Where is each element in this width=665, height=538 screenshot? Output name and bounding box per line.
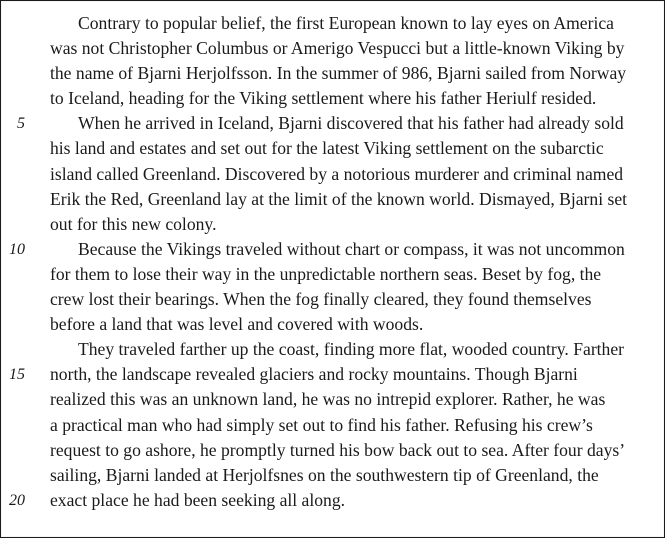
passage-line: to Iceland, heading for the Viking settlement where his father Heriulf resided. (50, 88, 597, 109)
passage-line: north, the landscape revealed glaciers and rocky mountains. Though Bjarni (50, 364, 578, 385)
passage-line: a practical man who had simply set out to find his father. Refusing his crew’s (50, 414, 593, 435)
passage-line: island called Greenland. Discovered by a notorious murderer and criminal named (50, 163, 624, 184)
line-number-15: 15 (9, 366, 25, 384)
passage-line: before a land that was level and covered with woods. (50, 314, 424, 335)
line-number-gutter (1, 11, 45, 523)
line-number-5: 5 (17, 115, 25, 133)
passage-line: request to go ashore, he promptly turned his bow back out to sea. After four days’ (50, 439, 626, 460)
passage-line: his land and estates and set out for the latest Viking settlement on the subarctic (50, 138, 604, 159)
passage-line: sailing, Bjarni landed at Herjolfsnes on the southwestern tip of Greenland, the (50, 464, 599, 485)
passage-line: Erik the Red, Greenland lay at the limit of the known world. Dismayed, Bjarni set (50, 188, 628, 209)
passage-line: realized this was an unknown land, he was no intrepid explorer. Rather, he was (50, 389, 606, 410)
passage-line: crew lost their bearings. When the fog finally cleared, they found themselves (50, 289, 592, 310)
passage-line: exact place he had been seeking all along. (50, 489, 346, 510)
passage-line: the name of Bjarni Herjolfsson. In the summer of 986, Bjarni sailed from Norway (50, 63, 627, 84)
line-number-10: 10 (9, 240, 25, 258)
paragraph-first-line: When he arrived in Iceland, Bjarni discovered that his father had already sold (78, 113, 624, 134)
paragraph-first-line: Contrary to popular belief, the first European known to lay eyes on America (78, 13, 614, 33)
paragraph-first-line: Because the Vikings traveled without chart or compass, it was not uncommon (78, 238, 625, 259)
paragraph-first-line: They traveled farther up the coast, finding more flat, wooded country. Farther (78, 339, 625, 360)
line-number-20: 20 (9, 491, 25, 509)
passage-line: for them to lose their way in the unpredictable northern seas. Beset by fog, the (50, 263, 602, 284)
passage-line: out for this new colony. (50, 213, 217, 234)
passage-text (50, 11, 628, 513)
passage-line: was not Christopher Columbus or Amerigo Vespucci but a little-known Viking by (50, 38, 625, 59)
